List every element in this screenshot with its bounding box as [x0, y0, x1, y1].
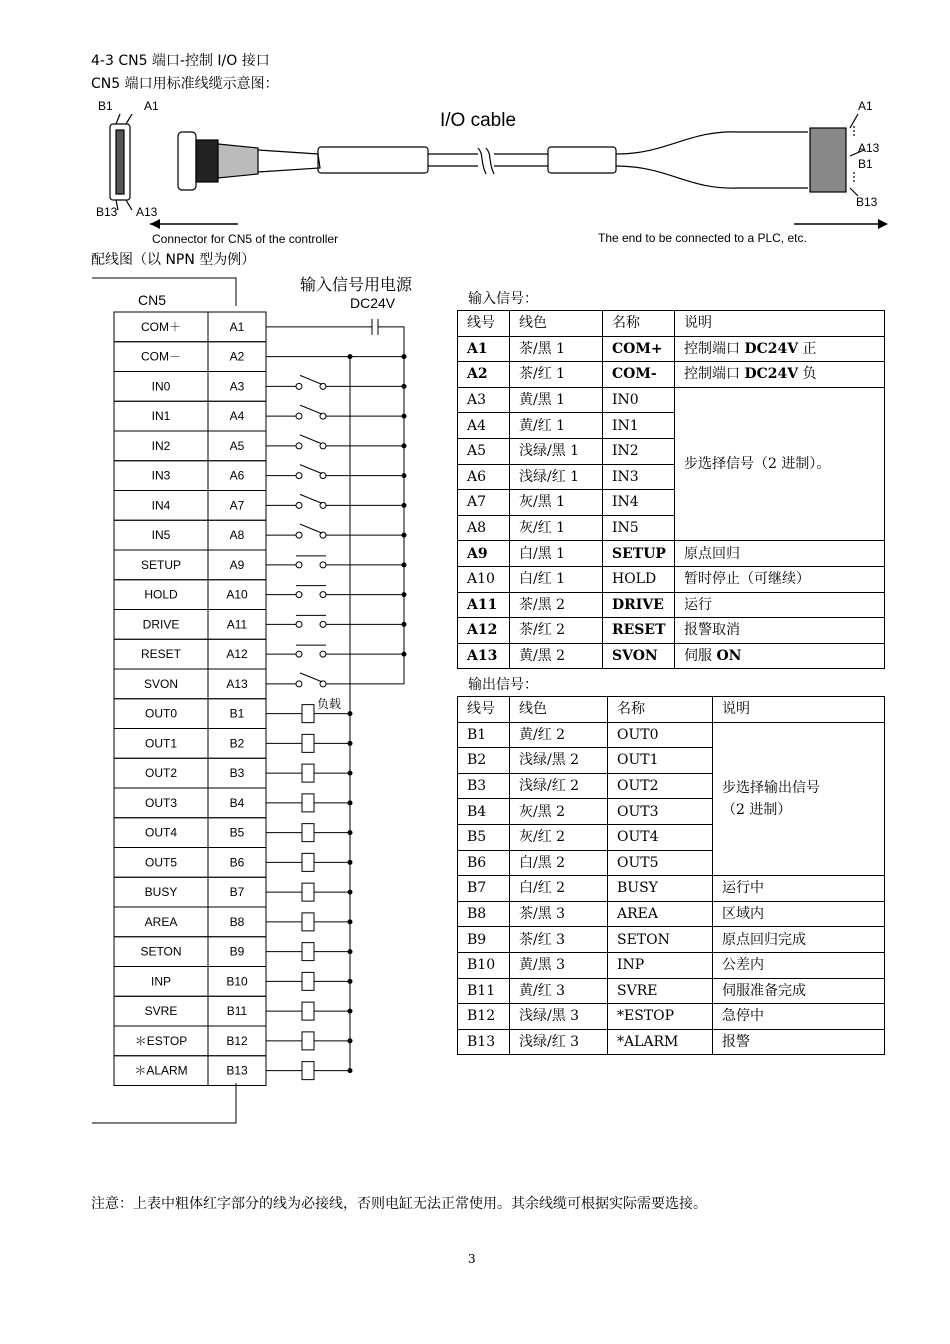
signal-desc: [675, 336, 885, 362]
pin-row: [114, 729, 353, 759]
step-output-desc-line: （2 进制）: [722, 801, 792, 818]
wire-color-text: 茶/黑 2: [519, 596, 566, 613]
signal-name: COM-: [603, 362, 675, 388]
step-select-desc: 步选择信号（2 进制）。: [675, 387, 885, 541]
right-a1-label: A1: [858, 99, 873, 113]
wire-color: 灰/黑 1: [510, 490, 603, 516]
table-row: [458, 643, 885, 669]
pin-label: A6: [229, 468, 245, 483]
wiring-diagram: [88, 268, 443, 1130]
signal-desc: [675, 362, 885, 388]
pin-row: [114, 818, 353, 848]
signal-name-label: IN1: [151, 409, 171, 424]
table-row: [458, 978, 885, 1004]
wire-no: B4: [458, 799, 510, 825]
pin-label: A2: [229, 349, 245, 364]
signal-name: AREA: [608, 901, 713, 927]
wire-color: [510, 618, 603, 644]
signal-desc: 原点回归完成: [713, 927, 885, 953]
pin-label: B11: [226, 1004, 248, 1019]
pin-row: [114, 431, 407, 461]
cable-diagram-caption: CN5 端口用标准线缆示意图：: [91, 76, 279, 92]
wire-no: B13: [458, 1029, 510, 1055]
wire-color: 灰/黑 2: [510, 799, 608, 825]
wire-color: [510, 643, 603, 669]
page-number: 3: [468, 1252, 476, 1266]
wire-no: A5: [458, 438, 510, 464]
signal-name-label: COM＋: [141, 319, 181, 334]
right-a13-label: A13: [858, 141, 880, 155]
switch-contact: [296, 502, 302, 508]
wire-color: 黄/红 3: [510, 978, 608, 1004]
pin-row: [114, 967, 353, 997]
signal-desc: 区域内: [713, 901, 885, 927]
signal-name-label: COM－: [141, 349, 181, 364]
wire-color: 浅绿/红 2: [510, 773, 608, 799]
table-row: [458, 927, 885, 953]
desc-bold: DC24V: [744, 366, 799, 383]
signal-name: OUT1: [608, 748, 713, 774]
pin-row: [114, 639, 407, 669]
switch-contact: [296, 413, 302, 419]
wire-color: 黄/黑 1: [510, 387, 603, 413]
signal-name: INP: [608, 952, 713, 978]
wire-color: 浅绿/红 1: [510, 464, 603, 490]
desc-text: 负: [798, 366, 817, 383]
signal-name-label: HOLD: [144, 587, 178, 602]
signal-name: SVRE: [608, 978, 713, 1004]
pin-label: A11: [226, 617, 248, 632]
input-signal-table: [457, 310, 885, 669]
pin-row: [114, 996, 353, 1026]
load-relay: [302, 1032, 314, 1050]
signal-name-label: SVON: [143, 676, 179, 691]
wire-no: A9: [458, 541, 510, 567]
power-supply-label: 输入信号用电源: [300, 277, 413, 294]
wire-no: A6: [458, 464, 510, 490]
pin-label: A5: [229, 438, 245, 453]
header-cell: 线色: [510, 311, 603, 337]
left-b13-label: B13: [96, 205, 118, 219]
load-relay: [302, 853, 314, 871]
wire-color: [510, 541, 603, 567]
wire-color-text: 茶/红 1: [519, 366, 566, 383]
input-table-caption: 输入信号：: [468, 291, 538, 307]
pin-row: [114, 372, 407, 402]
header-cell: 说明: [675, 311, 885, 337]
signal-name-label: IN0: [151, 379, 171, 394]
signal-name-label: DRIVE: [142, 617, 180, 632]
right-caption: The end to be connected to a PLC, etc.: [598, 231, 807, 245]
signal-desc: 运行中: [713, 876, 885, 902]
wire-color: 浅绿/红 3: [510, 1029, 608, 1055]
wire-color: 浅绿/黑 1: [510, 438, 603, 464]
signal-name-label: SETON: [140, 944, 182, 959]
table-row: [458, 722, 885, 748]
signal-name-label: OUT5: [144, 855, 178, 870]
signal-name: SETUP: [603, 541, 675, 567]
pin-label: B3: [229, 766, 245, 781]
wire-color: 黄/黑 3: [510, 952, 608, 978]
wire-color-text: 白/黑 1: [519, 545, 566, 562]
pin-label: A7: [229, 498, 245, 513]
signal-desc: 暂时停止（可继续）: [675, 566, 885, 592]
output-signal-table: [457, 696, 885, 1055]
pin-label: A10: [226, 587, 248, 602]
pin-label: A4: [229, 409, 245, 424]
pin-row: [114, 610, 407, 640]
switch-contact: [296, 562, 302, 568]
pin-row: [114, 342, 407, 372]
signal-desc: 公差内: [713, 952, 885, 978]
switch-contact: [320, 621, 326, 627]
wire-color: 浅绿/黑 3: [510, 1004, 608, 1030]
signal-name: IN4: [603, 490, 675, 516]
load-relay: [302, 705, 314, 723]
wire-no: A4: [458, 413, 510, 439]
switch-contact: [296, 621, 302, 627]
switch-contact: [296, 592, 302, 598]
pin-label: B12: [226, 1033, 248, 1048]
wire-no: B8: [458, 901, 510, 927]
cable-diagram: [88, 92, 898, 250]
pin-label: B9: [229, 944, 245, 959]
signal-name: SVON: [603, 643, 675, 669]
header-cell: 线号: [458, 311, 510, 337]
table-row: [458, 541, 885, 567]
load-relay: [302, 824, 314, 842]
signal-name: IN2: [603, 438, 675, 464]
table-row: [458, 592, 885, 618]
signal-name: SETON: [608, 927, 713, 953]
switch-contact: [296, 443, 302, 449]
pin-label: B10: [226, 974, 248, 989]
pin-label: B1: [229, 706, 245, 721]
signal-name-label: INP: [150, 974, 172, 989]
signal-name: DRIVE: [603, 592, 675, 618]
signal-desc: 急停中: [713, 1004, 885, 1030]
pin-label: B8: [229, 914, 245, 929]
wire-color: [510, 362, 603, 388]
load-relay: [302, 734, 314, 752]
pin-row: [114, 1056, 353, 1086]
load-relay: [302, 943, 314, 961]
table-header-row: [458, 311, 885, 337]
signal-name-label: OUT1: [144, 736, 178, 751]
signal-name: HOLD: [603, 566, 675, 592]
pin-row: [114, 907, 353, 937]
signal-name-label: IN4: [151, 498, 171, 513]
signal-name-label: SVRE: [144, 1004, 178, 1019]
wire-no: A7: [458, 490, 510, 516]
table-row: [458, 566, 885, 592]
table-header-row: [458, 697, 885, 723]
pin-label: A1: [229, 319, 245, 334]
left-a13-label: A13: [136, 205, 158, 219]
switch-contact: [296, 651, 302, 657]
wire-no: B1: [458, 722, 510, 748]
switch-lever: [300, 673, 322, 682]
switch-lever: [300, 465, 322, 474]
left-a1-label: A1: [144, 99, 159, 113]
switch-contact: [296, 681, 302, 687]
signal-name: COM+: [603, 336, 675, 362]
wire-color-text: 黄/黑 2: [519, 648, 566, 665]
pin-row: [114, 461, 407, 491]
header-cell: 线色: [510, 697, 608, 723]
load-label: 负载: [317, 697, 342, 711]
switch-contact: [320, 562, 326, 568]
desc-text: 正: [798, 340, 817, 357]
left-b1-label: B1: [98, 99, 113, 113]
wire-no: A8: [458, 515, 510, 541]
signal-name: IN1: [603, 413, 675, 439]
pin-row: [114, 937, 353, 967]
pin-label: A9: [229, 557, 245, 572]
signal-name-label: OUT4: [144, 825, 178, 840]
switch-contact: [296, 383, 302, 389]
section-heading: 4-3 CN5 端口-控制 I/O 接口: [91, 53, 270, 69]
signal-desc: 报警取消: [675, 618, 885, 644]
header-cell: 名称: [608, 697, 713, 723]
wire-no: A3: [458, 387, 510, 413]
step-output-desc-line: 步选择输出信号: [722, 779, 820, 796]
wire-color: 灰/红 2: [510, 824, 608, 850]
pin-label: B6: [229, 855, 245, 870]
wire-no: B11: [458, 978, 510, 1004]
wire-no: B9: [458, 927, 510, 953]
signal-name-label: ＊ESTOP: [134, 1033, 188, 1048]
desc-text: 控制端口: [684, 366, 745, 383]
load-relay: [302, 794, 314, 812]
pin-label: B4: [229, 795, 245, 810]
desc-bold: ON: [716, 648, 742, 665]
signal-name: OUT0: [608, 722, 713, 748]
wire-no: A2: [458, 362, 510, 388]
wire-color: [510, 592, 603, 618]
pin-row: [114, 520, 407, 550]
wire-color: 白/黑 2: [510, 850, 608, 876]
pin-label: B13: [226, 1063, 248, 1078]
pin-row: [114, 758, 353, 788]
wire-no: A11: [458, 592, 510, 618]
table-row: [458, 1004, 885, 1030]
pin-row: [114, 401, 407, 431]
table-row: [458, 362, 885, 388]
pin-label: B7: [229, 885, 245, 900]
signal-name: IN0: [603, 387, 675, 413]
wire-color: 黄/红 1: [510, 413, 603, 439]
switch-contact: [320, 651, 326, 657]
wire-no: A13: [458, 643, 510, 669]
pin-label: A13: [226, 676, 248, 691]
signal-name: IN3: [603, 464, 675, 490]
table-row: [458, 336, 885, 362]
right-b13-label: B13: [856, 195, 878, 209]
right-b1-label: B1: [858, 157, 873, 171]
load-relay: [302, 972, 314, 990]
header-cell: 线号: [458, 697, 510, 723]
wire-no: A10: [458, 566, 510, 592]
signal-name-label: OUT2: [144, 766, 178, 781]
signal-name-label: ＊ALARM: [134, 1063, 188, 1078]
left-caption: Connector for CN5 of the controller: [152, 232, 339, 246]
table-row: [458, 1029, 885, 1055]
pin-row: [114, 877, 353, 907]
pin-label: A8: [229, 528, 245, 543]
wire-no: B3: [458, 773, 510, 799]
signal-name: OUT3: [608, 799, 713, 825]
load-relay: [302, 1062, 314, 1080]
signal-name: *ALARM: [608, 1029, 713, 1055]
wire-no: A1: [458, 336, 510, 362]
signal-desc: 伺服准备完成: [713, 978, 885, 1004]
pin-label: B2: [229, 736, 245, 751]
wire-color: 茶/黑 3: [510, 901, 608, 927]
header-cell: 说明: [713, 697, 885, 723]
wire-color: 白/红 1: [510, 566, 603, 592]
signal-name: OUT2: [608, 773, 713, 799]
load-relay: [302, 1002, 314, 1020]
connector-label: CN5: [138, 292, 167, 308]
wire-color-text: 茶/红 2: [519, 622, 566, 639]
wire-no: B2: [458, 748, 510, 774]
switch-contact: [320, 592, 326, 598]
table-row: [458, 387, 885, 413]
pin-label: A12: [226, 647, 248, 662]
signal-name: BUSY: [608, 876, 713, 902]
wire-no: B5: [458, 824, 510, 850]
pin-row: [114, 491, 407, 521]
wire-color: 白/红 2: [510, 876, 608, 902]
pin-row: [114, 788, 353, 818]
signal-name-label: IN3: [151, 468, 171, 483]
table-row: [458, 901, 885, 927]
wire: [378, 327, 404, 357]
desc-text: 控制端口: [684, 340, 745, 357]
signal-name: RESET: [603, 618, 675, 644]
load-relay: [302, 913, 314, 931]
wiring-note: 注意：上表中粗体红字部分的线为必接线，否则电缸无法正常使用。其余线缆可根据实际需要选接。: [91, 1196, 707, 1212]
wire-color: 浅绿/黑 2: [510, 748, 608, 774]
load-relay: [302, 883, 314, 901]
signal-name-label: IN2: [151, 438, 171, 453]
signal-name: IN5: [603, 515, 675, 541]
pin-row: [114, 550, 407, 580]
signal-name: OUT5: [608, 850, 713, 876]
signal-desc: [675, 643, 885, 669]
pin-row: [114, 1026, 353, 1056]
voltage-label: DC24V: [350, 295, 396, 311]
signal-name-label: OUT3: [144, 795, 178, 810]
switch-lever: [300, 494, 322, 503]
header-cell: 名称: [603, 311, 675, 337]
pin-row: [114, 669, 404, 699]
switch-lever: [300, 375, 322, 384]
wire-no: B12: [458, 1004, 510, 1030]
wire-color: 黄/红 2: [510, 722, 608, 748]
pin-row: [114, 848, 353, 878]
switch-contact: [296, 473, 302, 479]
switch-lever: [300, 524, 322, 533]
wire-color: [510, 336, 603, 362]
wire-color-text: 茶/黑 1: [519, 340, 566, 357]
wire-no: B7: [458, 876, 510, 902]
load-relay: [302, 764, 314, 782]
switch-contact: [296, 532, 302, 538]
signal-name-label: SETUP: [140, 557, 182, 572]
pin-label: A3: [229, 379, 245, 394]
wire-color: 灰/红 1: [510, 515, 603, 541]
wire-no: A12: [458, 618, 510, 644]
wire-color: 茶/红 3: [510, 927, 608, 953]
desc-bold: DC24V: [744, 340, 799, 357]
signal-desc: 原点回归: [675, 541, 885, 567]
output-table-caption: 输出信号：: [468, 677, 538, 693]
signal-name-label: OUT0: [144, 706, 178, 721]
pin-label: B5: [229, 825, 245, 840]
table-row: [458, 876, 885, 902]
pin-row: [114, 580, 407, 610]
signal-name-label: AREA: [144, 914, 178, 929]
wire-no: B10: [458, 952, 510, 978]
cable-title: I/O cable: [440, 110, 517, 131]
desc-text: 伺服: [684, 648, 717, 665]
signal-name-label: BUSY: [144, 885, 178, 900]
switch-lever: [300, 435, 322, 444]
signal-desc: 运行: [675, 592, 885, 618]
wiring-diagram-caption: 配线图（以 NPN 型为例）: [91, 252, 256, 268]
signal-name-label: RESET: [140, 647, 182, 662]
table-row: [458, 618, 885, 644]
table-row: [458, 952, 885, 978]
signal-name: OUT4: [608, 824, 713, 850]
wire-no: B6: [458, 850, 510, 876]
signal-name-label: IN5: [151, 528, 171, 543]
step-output-desc: [713, 722, 885, 876]
switch-lever: [300, 405, 322, 414]
signal-name: *ESTOP: [608, 1004, 713, 1030]
signal-desc: 报警: [713, 1029, 885, 1055]
